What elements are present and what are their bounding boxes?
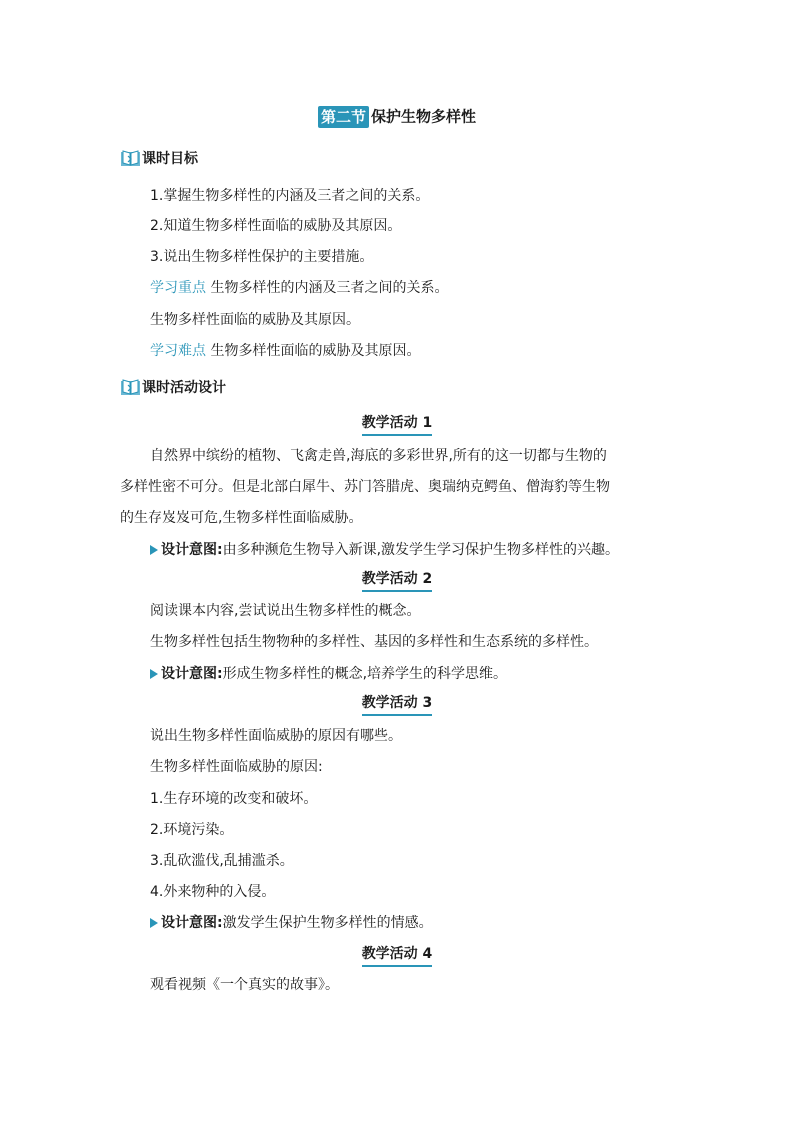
design-intent-text: 由多种濒危生物导入新课,激发学生学习保护生物多样性的兴趣。: [222, 542, 620, 558]
lesson-title-text: 保护生物多样性: [371, 107, 477, 126]
activity-3-line-2: 生物多样性面临威胁的原因:: [150, 759, 323, 775]
lesson-title: [0, 104, 794, 129]
goals-heading: [120, 147, 198, 169]
activity-4-heading: [0, 943, 794, 967]
design-intent-label: 设计意图:: [161, 666, 223, 682]
activity-2-design: [150, 664, 507, 684]
activity-2-line-1: 阅读课本内容,尝试说出生物多样性的概念。: [150, 603, 421, 619]
activity-4-line-1: 观看视频《一个真实的故事》。: [150, 977, 339, 993]
activity-1-design: [150, 540, 619, 560]
key-point-label: 学习重点: [150, 280, 206, 296]
difficult-point-label: 学习难点: [150, 343, 206, 359]
design-intent-text: 形成生物多样性的概念,培养学生的科学思维。: [222, 666, 508, 682]
activity-3-line-1: 说出生物多样性面临威胁的原因有哪些。: [150, 728, 402, 744]
activity-3-title: 教学活动 3: [362, 694, 433, 716]
section-badge: 第二节: [318, 106, 369, 128]
design-intent-text: 激发学生保护生物多样性的情感。: [222, 915, 433, 931]
key-point-line: [150, 278, 448, 298]
goal-item-3: 3.说出生物多样性保护的主要措施。: [150, 249, 374, 265]
key-point-text-2: 生物多样性面临的威胁及其原因。: [150, 312, 360, 328]
activity-3-item-1: 1.生存环境的改变和破坏。: [150, 791, 318, 807]
activity-1-heading: [0, 412, 794, 436]
goal-item-1: 1.掌握生物多样性的内涵及三者之间的关系。: [150, 188, 430, 204]
activity-2-line-2: 生物多样性包括生物物种的多样性、基因的多样性和生态系统的多样性。: [150, 634, 598, 650]
activity-1-line-3: 的生存岌岌可危,生物多样性面临威胁。: [120, 510, 363, 526]
difficult-point-text: 生物多样性面临的威胁及其原因。: [206, 343, 421, 359]
design-intent-label: 设计意图:: [161, 915, 223, 931]
goals-heading-text: 课时目标: [142, 151, 198, 167]
key-point-text: 生物多样性的内涵及三者之间的关系。: [206, 280, 449, 296]
activity-1-title: 教学活动 1: [362, 414, 433, 436]
book-icon: [120, 378, 141, 396]
triangle-bullet-icon: [150, 669, 158, 679]
activity-4-title: 教学活动 4: [362, 945, 433, 967]
design-heading-text: 课时活动设计: [142, 380, 226, 396]
triangle-bullet-icon: [150, 545, 158, 555]
activity-3-item-3: 3.乱砍滥伐,乱捕滥杀。: [150, 853, 294, 869]
goal-item-2: 2.知道生物多样性面临的威胁及其原因。: [150, 218, 402, 234]
book-icon: [120, 149, 141, 167]
activity-1-line-1: 自然界中缤纷的植物、飞禽走兽,海底的多彩世界,所有的这一切都与生物的: [150, 448, 607, 464]
activity-2-heading: [0, 568, 794, 592]
triangle-bullet-icon: [150, 918, 158, 928]
activity-3-heading: [0, 692, 794, 716]
activity-3-item-2: 2.环境污染。: [150, 822, 234, 838]
activity-3-design: [150, 913, 433, 933]
design-intent-label: 设计意图:: [161, 542, 223, 558]
activity-2-title: 教学活动 2: [362, 570, 433, 592]
activity-3-item-4: 4.外来物种的入侵。: [150, 884, 276, 900]
activity-1-line-2: 多样性密不可分。但是北部白犀牛、苏门答腊虎、奥瑞纳克鳄鱼、僧海豹等生物: [120, 479, 610, 495]
design-heading: [120, 376, 226, 398]
difficult-point-line: [150, 341, 420, 361]
